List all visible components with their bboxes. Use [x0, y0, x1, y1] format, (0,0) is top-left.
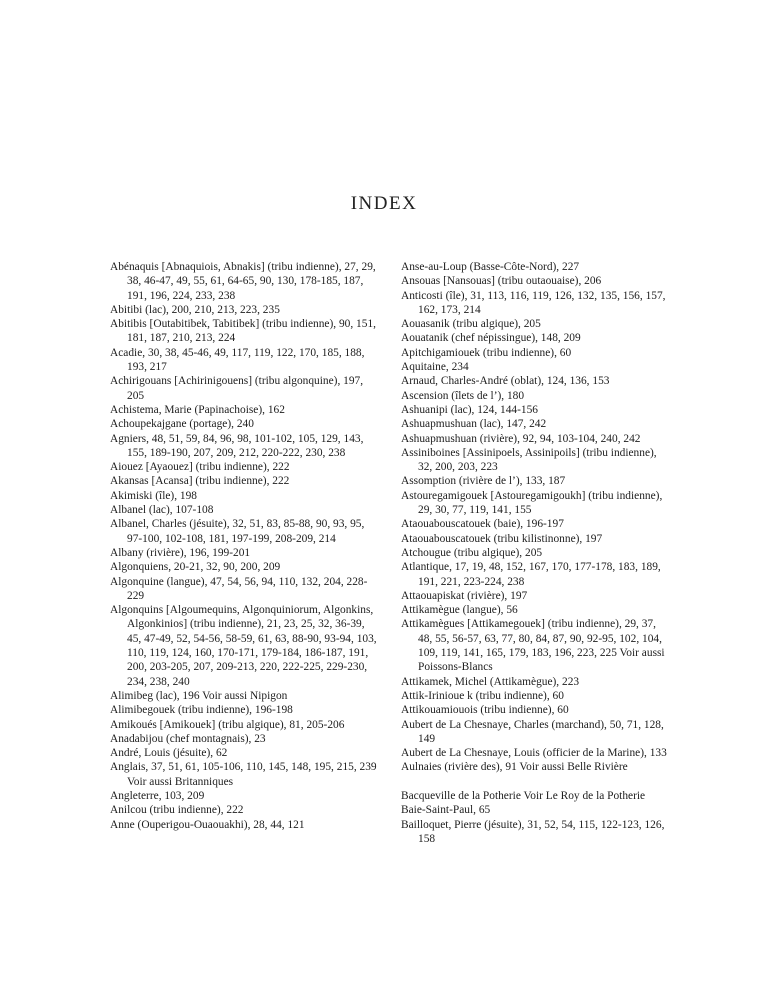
index-entry: Algonquiens, 20-21, 32, 90, 200, 209 [110, 561, 281, 574]
index-entry: Ascension (îlets de l’), 180 [401, 389, 525, 402]
index-entry: Anticosti (île), 31, 113, 116, 119, 126, 132, 135, 156, 157, 162, 173, 214 [401, 289, 666, 316]
index-entry: Abitibis [Outabitibek, Tabitibek] (tribu indienne), 90, 151, 181, 187, 210, 213, 224 [110, 318, 376, 345]
index-entry: Achirigouans [Achirinigouens] (tribu algonquine), 197, 205 [110, 375, 364, 402]
index-entry: Algonquine (langue), 47, 54, 56, 94, 110, 132, 204, 228-229 [110, 575, 368, 602]
index-entry: Achistema, Marie (Papinachoise), 162 [110, 403, 285, 416]
index-entry: Astouregamigouek [Astouregamigoukh] (tribu indienne), 29, 30, 77, 119, 141, 155 [401, 489, 663, 517]
index-entry: Anne (Ouperigou-Ouaouakhi), 28, 44, 121 [110, 818, 305, 831]
index-entry: Acadie, 30, 38, 45-46, 49, 117, 119, 122, 170, 185, 188, 193, 217 [110, 346, 365, 374]
index-entry: Aiouez [Ayaouez] (tribu indienne), 222 [110, 461, 290, 474]
index-entry: Albanel, Charles (jésuite), 32, 51, 83, 85-88, 90, 93, 95, 97-100, 102-108, 181, 197-199, 208-209, 214 [110, 518, 365, 545]
index-entry: Attikouamiouois (tribu indienne), 60 [401, 704, 569, 717]
index-entry: Assiniboines [Assinipoels, Assinipoils] (tribu indienne), 32, 200, 203, 223 [401, 446, 657, 474]
index-entry: Atlantique, 17, 19, 48, 152, 167, 170, 177-178, 183, 189, 191, 221, 223-224, 238 [401, 561, 661, 588]
index-entry: Abitibi (lac), 200, 210, 213, 223, 235 [110, 303, 280, 316]
index-entry: Ashuapmushuan (lac), 147, 242 [401, 418, 547, 431]
index-entry: Attikamek, Michel (Attikamègue), 223 [401, 675, 580, 688]
index-entry: Baie-Saint-Paul, 65 [401, 804, 491, 817]
page-title: INDEX [350, 193, 418, 214]
index-entry: Attikamègues [Attikamegouek] (tribu indienne), 29, 37, 48, 55, 56-57, 63, 77, 80, 84, 87, 90, 92-95, 102, 104, 109, 119, 141, 165, 179, 183, 196, 223, 225 Voir aussi Poissons-Blancs [401, 618, 665, 674]
index-entry: Alimibegouek (tribu indienne), 196-198 [110, 704, 293, 717]
index-entry: Anilcou (tribu indienne), 222 [110, 804, 244, 817]
index-entry: Bailloquet, Pierre (jésuite), 31, 52, 54, 115, 122-123, 126, 158 [401, 818, 665, 845]
index-entry: Aouatanik (chef népissingue), 148, 209 [401, 332, 581, 345]
index-entry: Attik-Irinioue k (tribu indienne), 60 [401, 689, 564, 702]
index-column-left [110, 260, 380, 832]
index-entry: Ataouabouscatouek (baie), 196-197 [401, 518, 564, 531]
index-entry: Albany (rivière), 196, 199-201 [110, 546, 251, 559]
index-entry: Attaouapiskat (rivière), 197 [401, 589, 528, 602]
index-entry: Amikoués [Amikouek] (tribu algique), 81, 205-206 [110, 718, 345, 731]
index-entry: Aubert de La Chesnaye, Louis (officier de la Marine), 133 [401, 747, 667, 760]
index-entry: Angleterre, 103, 209 [110, 789, 205, 802]
index-entry: Atchougue (tribu algique), 205 [401, 546, 543, 559]
index-entry: Arnaud, Charles-André (oblat), 124, 136, 153 [401, 375, 610, 388]
index-entry: Akimiski (île), 198 [110, 489, 198, 502]
index-entry: Bacqueville de la Potherie Voir Le Roy de la Potherie [401, 789, 646, 802]
index-entry: Anadabijou (chef montagnais), 23 [110, 732, 266, 745]
index-entry: Ansouas [Nansouas] (tribu outaouaise), 206 [401, 275, 602, 288]
index-entry: Aquitaine, 234 [401, 361, 469, 374]
index-entry: Ashuapmushuan (rivière), 92, 94, 103-104, 240, 242 [401, 432, 641, 445]
index-entry: Anse-au-Loup (Basse-Côte-Nord), 227 [401, 261, 580, 273]
index-entry: Algonquins [Algoumequins, Algonquiniorum, Algonkins, Algonkinios] (tribu indienne), 21, 23, 25, 32, 36-39, 45, 47-49, 52, 54-56, 58-59, 61, 63, 88-90, 93-94, 103, 110, 119, 124, 160, 170-171, 179-184, 186-187, 191, 200, 203-205, 207, 209-213, 220, 222-225, 229-230, 234, 238, 240 [110, 604, 377, 688]
index-entry: Assomption (rivière de l’), 133, 187 [401, 475, 566, 488]
index-column-right [401, 260, 671, 846]
index-entry: Akansas [Acansa] (tribu indienne), 222 [110, 475, 290, 488]
index-entry: Aubert de La Chesnaye, Charles (marchand), 50, 71, 128, 149 [401, 718, 664, 745]
index-entry: Agniers, 48, 51, 59, 84, 96, 98, 101-102, 105, 129, 143, 155, 189-190, 207, 209, 212, 220-222, 230, 238 [110, 432, 364, 459]
index-entry: Achoupekajgane (portage), 240 [110, 418, 254, 431]
index-entry: Attikamègue (langue), 56 [401, 604, 518, 617]
index-entry: Aulnaies (rivière des), 91 Voir aussi Belle Rivière [401, 761, 628, 774]
index-entry: Apitchigamiouek (tribu indienne), 60 [401, 346, 572, 359]
index-entry: Aouasanik (tribu algique), 205 [401, 318, 541, 331]
index-entry: Abénaquis [Abnaquiois, Abnakis] (tribu indienne), 27, 29, 38, 46-47, 49, 55, 61, 64-65, 90, 130, 178-185, 187, 191, 196, 224, 233, 238 [110, 261, 376, 302]
index-entry: Ataouabouscatouek (tribu kilistinonne), 197 [401, 532, 603, 545]
index-entry: Anglais, 37, 51, 61, 105-106, 110, 145, 148, 195, 215, 239 Voir aussi Britanniques [110, 761, 377, 788]
index-entry: Ashuanipi (lac), 124, 144-156 [401, 403, 538, 416]
index-entry: André, Louis (jésuite), 62 [110, 747, 228, 760]
index-entry: Albanel (lac), 107-108 [110, 504, 214, 517]
index-entry: Alimibeg (lac), 196 Voir aussi Nipigon [110, 689, 288, 702]
